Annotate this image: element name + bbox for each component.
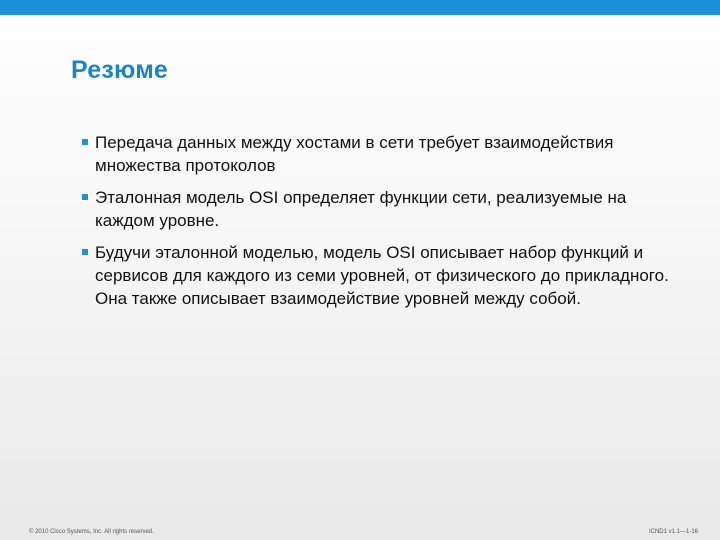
- bullet-text: Будучи эталонной моделью, модель OSI описывает набор функций и сервисов для каждого из семи уровней, от физического до прикладного. Она также описывает взаимодействие уровней между собой.: [95, 243, 669, 308]
- bullet-text: Эталонная модель OSI определяет функции сети, реализуемые на каждом уровне.: [95, 188, 627, 230]
- square-bullet-icon: [82, 194, 88, 200]
- bullet-item: [82, 186, 682, 232]
- bullet-item: [82, 241, 682, 310]
- bullet-list: [82, 131, 682, 319]
- square-bullet-icon: [82, 139, 88, 145]
- footer-copyright: © 2010 Cisco Systems, Inc. All rights reserved.: [29, 529, 154, 535]
- square-bullet-icon: [82, 249, 88, 255]
- top-accent-bar: [0, 0, 720, 15]
- footer-course-code: ICND1 v1.1—1-16: [648, 529, 698, 535]
- bullet-item: [82, 131, 682, 177]
- bullet-text: Передача данных между хостами в сети требует взаимодействия множества протоколов: [95, 133, 614, 175]
- slide-title: Резюме: [71, 56, 169, 84]
